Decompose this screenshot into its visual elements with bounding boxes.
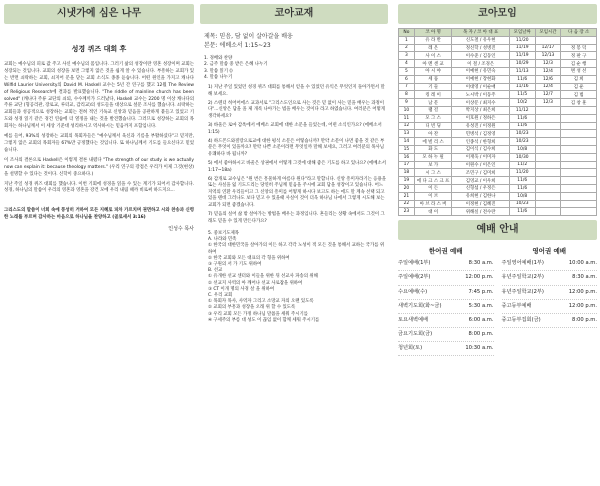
service-time: 5:30 a.m. xyxy=(468,302,494,309)
table-cell: 시 그 스 xyxy=(414,169,452,177)
outline-item: 4. 말씀 나누기 xyxy=(204,74,233,80)
table-cell: 노시박 / 이동주 xyxy=(452,91,509,99)
table-cell: 21 xyxy=(399,192,415,200)
table-cell xyxy=(561,192,597,200)
table-cell: 11/6 xyxy=(509,75,535,83)
service-name: 유년주일학교(2부) xyxy=(501,274,544,281)
service-row xyxy=(398,328,494,342)
table-cell: 22 xyxy=(399,200,415,208)
service-time: 8:00 p.m. xyxy=(468,331,494,338)
column-header-cell: 모임날짜 xyxy=(509,29,535,37)
table-cell: 11/6 xyxy=(509,184,535,192)
table-cell: 아 브 라 스 버 xyxy=(414,200,452,208)
table-cell: 이재욱 / 이미자 xyxy=(452,153,509,161)
table-cell xyxy=(535,106,561,114)
table-cell: 유희현 / 김한나 xyxy=(452,192,509,200)
table-cell: 이정현 / 김혜진 xyxy=(452,200,509,208)
table-cell: 10/23 xyxy=(509,130,535,138)
table-cell: 20 xyxy=(399,184,415,192)
table-cell: 대 이 xyxy=(414,208,452,216)
service-row xyxy=(398,271,494,285)
table-cell: 보 가 xyxy=(414,161,452,169)
table-cell: 10/8 xyxy=(509,192,535,200)
table-cell: 12/13 xyxy=(535,52,561,60)
table-cell: 에 다 크 스 크 프 xyxy=(414,177,452,185)
service-row xyxy=(398,257,494,271)
table-cell: 12/6 xyxy=(535,75,561,83)
table-cell: 9 xyxy=(399,99,415,107)
outline-list xyxy=(204,56,388,81)
question-item: 6) 감개로 교수님은 "원 번은 흥물하게 아름다 원다"라고 말합니다. 신앙 흥미자라기는 응용을 또는 사실을 잃 기도드리는 당연히 주님께 믿음을 주시에 교회 담을 성장이고 있습니다. 어느 지역의 연환 우리들이고 그 신앙의 흥미를 어떻게 하시다 보고도 하는 에드 말 계속 선택 되고 있을 텐데 그러나도 보다 믿고 수 있을때 사실이 것이 더욱 하나님 나에서 그렇게 시도해 보는 교회가 되면 좋겠습니다. xyxy=(208,177,386,208)
question-item: 4) 하드몬드와질랑으로교에 대한 평석 소문은 어떻습니까? 만약 소문이 나면 좋을 것 같은 부분은 무엇이 있을까요? 만약 나쁜 소문이라면 무엇일까 말해 보세요, 그러고 여러분의 목사님 유쾌하다 바 됩니까? xyxy=(208,139,385,157)
table-cell: 7 xyxy=(399,83,415,91)
table-cell: 3 xyxy=(399,52,415,60)
service-row xyxy=(502,257,598,271)
service-time: 12:00 p.m. xyxy=(465,274,494,281)
table-cell xyxy=(535,161,561,169)
table-cell xyxy=(561,153,597,161)
table-row xyxy=(399,44,597,52)
table-cell: 11/12 xyxy=(509,106,535,114)
table-cell: 유성진 / 이정원 xyxy=(452,122,509,130)
table-cell: 8 xyxy=(399,91,415,99)
table-cell xyxy=(561,36,597,44)
prayer-item: ② 선교지 사역의 아 깨어나 선교 사로잡을 위하여 xyxy=(208,280,303,286)
table-row xyxy=(399,83,597,91)
table-cell xyxy=(535,138,561,146)
table-cell: 이 브 xyxy=(414,192,452,200)
article-paragraph: 예를 들어, 93%의 성장하는 교회의 목회자들은 "예수님께서 육신과 기름을 부활하셨다"고 믿지만, 그렇지 않은 교회의 목회자들 67%만 긍정했다는 것입니다. 또 하나님께서 기도를 들으신다고 믿었습니다. xyxy=(4,134,194,153)
scripture-quote: 그리스도의 말씀이 너희 속에 풍성히 거하여 모든 지혜로 피차 가르치며 권면하고 시와 찬송과 신령한 노래를 부르며 감사하는 마음으로 하나님을 찬양하고 (골로새서 3:16) xyxy=(4,208,194,221)
prayer-item: A. 나라와 민족 xyxy=(208,237,237,243)
table-row xyxy=(399,67,597,75)
table-cell xyxy=(535,36,561,44)
service-time: 8:30 a.m. xyxy=(572,274,597,281)
table-row xyxy=(399,75,597,83)
table-cell: 김 창 훈 xyxy=(561,99,597,107)
prayer-item: ① 유개한 선교 센터와 이들을 위한 뒤 선교사 파송의 위해 xyxy=(208,274,318,280)
outline-item: 2. 금주 말씀 중 받은 은혜 나누기 xyxy=(204,62,268,68)
signature: 인성수 목사 xyxy=(168,226,194,233)
outline-item: 3. 말씀 읽기 () xyxy=(204,68,233,74)
table-cell: 11 xyxy=(399,114,415,122)
table-cell: 12/17 xyxy=(535,44,561,52)
table-cell xyxy=(561,161,597,169)
table-cell: 12/3 xyxy=(535,60,561,68)
table-row xyxy=(399,184,597,192)
service-time: 12:00 p.m. xyxy=(568,302,597,309)
table-cell: 23 xyxy=(399,208,415,216)
table-cell xyxy=(561,114,597,122)
column-header: 시냇가에 심은 나무 xyxy=(4,4,194,24)
table-cell: 11/2 xyxy=(509,161,535,169)
table-cell: 12/3 xyxy=(535,99,561,107)
table-cell: 10/2 xyxy=(509,99,535,107)
service-time: 8:00 p.m. xyxy=(572,316,597,323)
table-row xyxy=(399,91,597,99)
groups-table xyxy=(398,28,597,216)
column-header-cell: 코 아 명 xyxy=(414,29,452,37)
prayer-item: ③ 우리 교회 모든 가정 하나님 말씀을 세워 주시기를 xyxy=(208,311,308,317)
table-cell: 19 xyxy=(399,177,415,185)
study-title xyxy=(204,32,388,50)
table-cell: 이대영 / 이순애 xyxy=(452,83,509,91)
table-cell: 이예현 / 유민숙 xyxy=(452,67,509,75)
table-cell: 변 성 선 xyxy=(561,67,597,75)
table-row xyxy=(399,161,597,169)
service-name: 유년주일학교(2부) xyxy=(501,288,544,295)
table-cell: 이호원 / 정하은 xyxy=(452,114,509,122)
table-cell: 박지상 / 최은희 xyxy=(452,106,509,114)
table-cell: 2 xyxy=(399,44,415,52)
prayer-item: ② 한국 교회와 모든 대표의 각 형을 위하여 xyxy=(208,255,290,261)
table-row xyxy=(399,200,597,208)
service-row xyxy=(398,286,494,300)
service-name: 토요새벽예배 xyxy=(398,316,429,323)
table-row xyxy=(399,192,597,200)
table-cell: 에 벌 리 스 xyxy=(414,138,452,146)
table-cell: 램 걸 xyxy=(414,106,452,114)
column-header-cell: 다 음 장 소 xyxy=(561,29,597,37)
table-cell: 신형섭 / 우정은 xyxy=(452,184,509,192)
service-time: 8:30 a.m. xyxy=(468,260,494,267)
study-title-line: 제목: 믿음, 담 없이 살아갈을 배웅 xyxy=(204,33,293,40)
question-item: 1) 지난 주일 있었던 성경 퀴즈 대회를 통해서 얻을 수 있었던 유익은 무엇인지 돌아가면서 말해 보세요. xyxy=(208,85,385,97)
table-row xyxy=(399,52,597,60)
prayer-item: ④ 구세주의 부름 대 성도 이 끊임 없이 함께 세워 주시기를 xyxy=(208,317,320,323)
table-header-row xyxy=(399,29,597,37)
column-header-cell: No xyxy=(399,29,415,37)
table-row xyxy=(399,106,597,114)
table-cell: 이예현 / 장현화 xyxy=(452,75,509,83)
table-cell: 이원수 / 이은인 xyxy=(452,161,509,169)
question-item: 2) 스텐더 히어어에스 교과서로 "그리스도인으로 사는 것은 믿 없이 사는 믿을 배우는 과정이다"...신앙은 담을 올 제 개록 나아가는 법을 배우는 것이다 라고 하였습니다. 여러분은 어떻게 생각하세요? xyxy=(208,101,386,119)
table-cell: 김이식 / 김수희 xyxy=(452,145,509,153)
table-row xyxy=(399,169,597,177)
table-cell: 5 xyxy=(399,67,415,75)
table-cell: 11/6 xyxy=(509,177,535,185)
table-cell: 아 잔 xyxy=(414,130,452,138)
table-cell: 디 빈 딩 xyxy=(414,122,452,130)
table-cell xyxy=(561,177,597,185)
article-paragraph: 지난 주일 성경 퀴즈 대회를 했습니다. 이번 기회에 성경을 읽을 수 있는 계기가 되어서 감사합니다. 성경, 하나님의 말씀이 우리의 영혼과 영혼을 강건 모에 우리 내림 때까 비로써 하드지요... xyxy=(4,181,194,194)
table-cell: 킹 레 이 xyxy=(414,91,452,99)
table-cell: 13 xyxy=(399,130,415,138)
table-cell: 신도철 / 유우현 xyxy=(452,36,509,44)
korean-services-title: 한어권 예배 xyxy=(428,247,463,256)
table-cell: 11/19 xyxy=(509,52,535,60)
service-name: 주일예배(2부) xyxy=(398,274,431,281)
table-cell: 인종석 / 한형희 xyxy=(452,138,509,146)
groups-column xyxy=(398,0,597,356)
service-name: 중고등부집회(금) xyxy=(501,316,541,323)
service-row xyxy=(502,271,598,285)
table-cell: 11/20 xyxy=(509,169,535,177)
table-row xyxy=(399,60,597,68)
prayer-item: ① 한국의 대한민국을 살아가의 이든 하고 각각 노성이 적 모든 것을 통해서 교하는 국가를 위하여 xyxy=(208,243,385,255)
table-cell: 정신학 / 성병진 xyxy=(452,44,509,52)
table-cell: 16 xyxy=(399,153,415,161)
table-cell xyxy=(561,138,597,146)
table-cell: 10/8 xyxy=(509,145,535,153)
service-row xyxy=(502,286,598,300)
table-cell: 11/6 xyxy=(509,114,535,122)
table-cell xyxy=(561,122,597,130)
table-cell xyxy=(535,122,561,130)
study-passage-line: 본문: 에베소서 1:15~23 xyxy=(204,42,271,49)
table-cell xyxy=(535,200,561,208)
table-cell: 유 라 반 xyxy=(414,36,452,44)
table-cell: 11/19 xyxy=(509,44,535,52)
table-cell: 아 멘 센 교 xyxy=(414,60,452,68)
column-header: 코아교재 xyxy=(200,4,388,24)
table-cell xyxy=(535,177,561,185)
table-cell xyxy=(561,145,597,153)
table-row xyxy=(399,138,597,146)
question-list xyxy=(208,85,388,225)
table-cell: 세 품 xyxy=(414,75,452,83)
table-row xyxy=(399,153,597,161)
service-row xyxy=(502,314,598,328)
table-row xyxy=(399,145,597,153)
service-time: 10:00 a.m. xyxy=(568,260,597,267)
table-cell: 정 봉 덕 xyxy=(561,44,597,52)
service-name: 수요예배(수) xyxy=(398,288,428,295)
table-cell: 정 판 구 xyxy=(561,52,597,60)
table-cell: 18 xyxy=(399,169,415,177)
table-row xyxy=(399,114,597,122)
table-cell: 10/23 xyxy=(509,138,535,146)
article-title: 성경 퀴즈 대회 후 xyxy=(71,45,127,53)
table-cell: 11/5 xyxy=(509,91,535,99)
pastor-column xyxy=(4,0,194,232)
outline-item: 1. 경배와 찬양 xyxy=(204,56,233,61)
column-header-cell: 목 자 / 코 아 대 표 xyxy=(452,29,509,37)
prayer-item: ③ 구원의 서 가 기도 위하여 xyxy=(208,261,262,267)
question-item: 7) 믿음의 실어 삶 밖 살아가는 방법을 배우는 과정입니다. 흔들리는 상황 속에서도 그것이 그래도 믿을 수 있게 만든다가요? xyxy=(208,212,385,224)
column-header: 코아모임 xyxy=(398,4,597,24)
table-cell: 1 xyxy=(399,36,415,44)
table-cell xyxy=(561,208,597,216)
table-cell: 이수준 / 김동인 xyxy=(452,52,509,60)
table-cell: 11/13 xyxy=(509,67,535,75)
table-cell xyxy=(561,169,597,177)
prayer-item: ① 목회자 목사, 사역자 그리고 소망교 자의 오랜 있도록 xyxy=(208,299,314,305)
table-cell: 12/4 xyxy=(535,67,561,75)
table-cell: 11/20 xyxy=(509,36,535,44)
service-row xyxy=(502,300,598,314)
question-item: 5) 에서 좋아하시고 바울은 상권에서 어떻게 그것에 대해 좋은 기도를 하고 있나요? (에베소서 1:17~18a) xyxy=(208,161,386,173)
prayer-item: ② 교회의 부흥과 성장을 오래 위 할 수 있도록 xyxy=(208,305,296,311)
table-cell: 이상문 / 최지수 xyxy=(452,99,509,107)
table-cell: 10/30 xyxy=(509,153,535,161)
service-row xyxy=(398,314,494,328)
english-services xyxy=(502,246,598,356)
prayer-header: 5. 중보기도제목 xyxy=(208,230,240,236)
prayer-item: C. 우리 교회 xyxy=(208,292,233,298)
korean-services xyxy=(398,246,494,356)
table-cell xyxy=(535,153,561,161)
table-cell: 조민구 / 김미희 xyxy=(452,169,509,177)
table-cell: 6 xyxy=(399,75,415,83)
table-cell xyxy=(561,184,597,192)
article-paragraph: 이 조사의 결론으로 Haskell은 이렇게 결론 내렸다 "The strength of our study is we actually now can explain it: because theology matters." (우리 연구의 강점은 우리가 이제 그것(현상)을 설명할 수 있다는 것이다. 신학이 중요하다.) xyxy=(4,157,194,177)
service-name: 주일예배(1부) xyxy=(398,260,431,267)
table-cell: 김영교 / 이우희 xyxy=(452,177,509,185)
table-cell xyxy=(535,145,561,153)
study-column xyxy=(200,0,388,324)
table-cell: 민병석 / 김정영 xyxy=(452,130,509,138)
service-name: 금요기도회(금) xyxy=(398,331,433,338)
table-cell xyxy=(535,192,561,200)
article-paragraph: 교회는 예수님의 피로 값 주고 사신 예수님의 몸입니다. 그러기 삶의 성장이란 영혼 성장이며 교회는 성장되는 것입니다. 교회의 성장을 보면 그렇지 않은 것을 쉽게 알 수 있습니다. 부흥하는 교회가 있는 반면 쇠락하는 교회, 쇠지어 문을 닫는 교회 소식도 종종 듣습니다. 어떤 원인을 가지고 캐나다 Wilfid Laurier University의 David M. Haskell 교수는 5년 간 연구를 했고 12월 The Review of Religious Research에 결과를 발표했습니다. "The riddle of mainline church has been solved" (캐나다 주류 교단의 쇠퇴, 수수께끼가 드러났다, Haskell 교수는 2200 명 이상 캐나다의 주류 교단 (형공리관, 장로교, 루터교, 감리교)의 성도들을 대상으로 설문 조사를 했습니다. 쇠락하는 교회들과 성공적으로 성장하는 교회는 전혀 적인 기독교 신앙과 믿음을 공관하게 붙들고 있었고 기도와 성경 읽기 같은 경건 연습에 더 열정을 내는 것을 발견했습니다. 그러므로 성장하는 교회의 목회자는 하나님께서 이 세상 기준대 성리하시고 역사하시는 믿음까지 포함입니다. xyxy=(4,62,194,130)
table-row xyxy=(399,208,597,216)
table-cell: 14 xyxy=(399,138,415,146)
table-cell xyxy=(561,200,597,208)
table-cell: 남 문 xyxy=(414,99,452,107)
table-cell: 10/23 xyxy=(509,200,535,208)
table-cell: 12 xyxy=(399,122,415,130)
table-cell: 아 시 야 xyxy=(414,67,452,75)
service-time: 7:45 p.m. xyxy=(468,288,494,295)
table-cell: 모 하 누 필 xyxy=(414,153,452,161)
table-cell: 김 범 xyxy=(561,91,597,99)
table-cell: 10/29 xyxy=(509,60,535,68)
table-cell: 기 둘 xyxy=(414,83,452,91)
table-cell: 11/6 xyxy=(509,122,535,130)
table-cell: 15 xyxy=(399,145,415,153)
service-time: 12:00 p.m. xyxy=(568,288,597,295)
service-name: 청년회(토) xyxy=(398,345,423,352)
prayer-item: B. 선교 xyxy=(208,268,223,274)
question-item: 3) 바울은 로마 감옥에서 에베소 교회에 대한 소문을 들었는데, 어떤 소식인가요? (에베소서 1:15) xyxy=(208,123,382,135)
table-cell: 레 온 xyxy=(414,44,452,52)
table-cell: 화 도 xyxy=(414,145,452,153)
services-header: 예배 안내 xyxy=(398,220,597,240)
table-cell: 김 순 행 xyxy=(561,60,597,68)
table-cell xyxy=(535,184,561,192)
prayer-list xyxy=(208,231,388,324)
table-cell: 김 희 xyxy=(561,75,597,83)
column-header-cell: 모임시간 xyxy=(535,29,561,37)
table-cell: 17 xyxy=(399,161,415,169)
table-row xyxy=(399,122,597,130)
table-cell: 모 그 스 xyxy=(414,114,452,122)
service-name: 중고등부예배 xyxy=(501,302,532,309)
table-cell: 김 운 xyxy=(561,83,597,91)
table-cell xyxy=(561,130,597,138)
english-services-title: 영어권 예배 xyxy=(532,247,567,256)
table-cell: 이 철 / 조경은 xyxy=(452,60,509,68)
service-time: 6:00 a.m. xyxy=(468,316,494,323)
table-cell: 11/6 xyxy=(509,208,535,216)
table-cell: 이 든 xyxy=(414,184,452,192)
table-row xyxy=(399,130,597,138)
table-row xyxy=(399,36,597,44)
table-row xyxy=(399,99,597,107)
services-panel xyxy=(398,246,597,356)
service-name: 주일영어예배(1부) xyxy=(501,260,544,267)
table-cell: 사 이 스 xyxy=(414,52,452,60)
table-cell xyxy=(535,208,561,216)
service-row xyxy=(398,342,494,356)
service-row xyxy=(398,300,494,314)
service-name: 새벽기도회(화~금) xyxy=(398,302,442,309)
table-cell: 12/7 xyxy=(535,91,561,99)
table-row xyxy=(399,177,597,185)
prayer-item: ③ CT 이개 명의 사경 살 을 위하여 xyxy=(208,286,275,292)
table-cell: 11/16 xyxy=(509,83,535,91)
table-cell: 12/4 xyxy=(535,83,561,91)
table-cell: 10 xyxy=(399,106,415,114)
table-cell: 위해실 / 전수란 xyxy=(452,208,509,216)
table-cell xyxy=(535,114,561,122)
service-time: 10:30 a.m. xyxy=(465,345,494,352)
table-cell xyxy=(535,169,561,177)
table-cell: 4 xyxy=(399,60,415,68)
table-cell xyxy=(561,106,597,114)
table-cell xyxy=(535,130,561,138)
